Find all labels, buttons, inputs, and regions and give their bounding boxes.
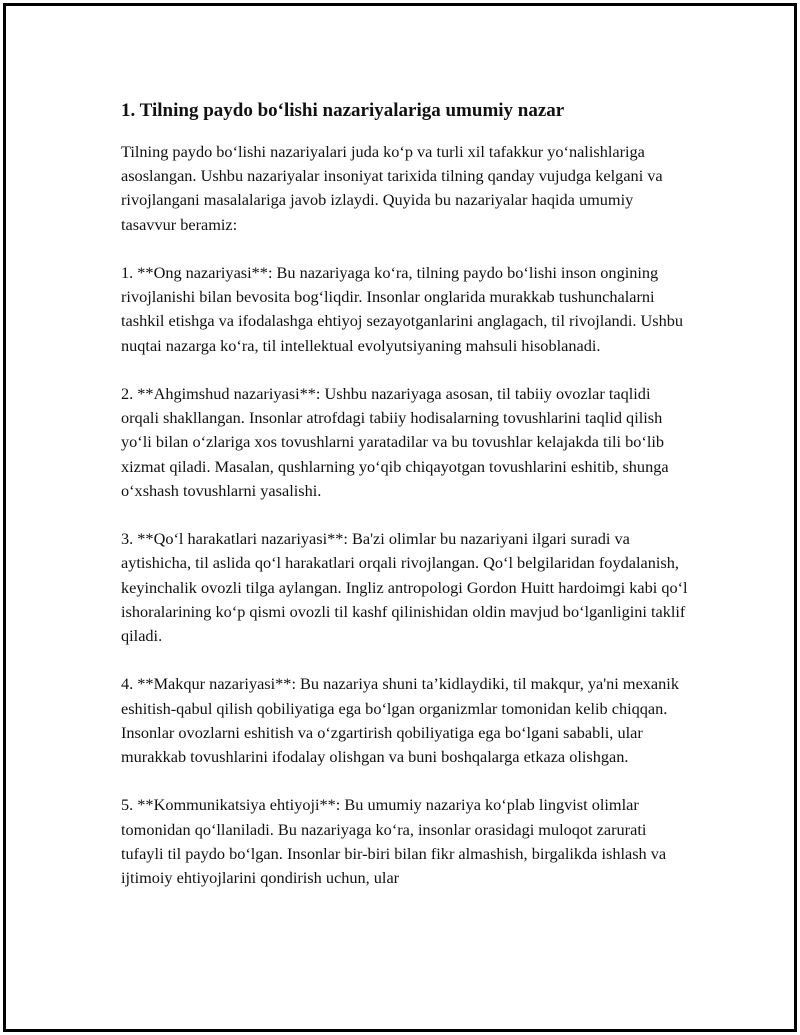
document-body — [121, 98, 691, 914]
theory-paragraph-3: 3. **Qo‘l harakatlari nazariyasi**: Ba'zi olimlar bu nazariyani ilgari suradi va aytishicha, til aslida qo‘l harakatlari orqali rivojlangan. Qo‘l belgilaridan foydalanish, keyinchalik ovozli tilga aylangan. Ingliz antropologi Gordon Huitt hardoimgi kabi qo‘l ishoralarining ko‘p qismi ovozli til kashf qilinishidan oldin mavjud bo‘lganligini taklif qiladi. — [121, 529, 688, 646]
theory-paragraph-1: 1. **Ong nazariyasi**: Bu nazariyaga ko‘ra, tilning paydo bo‘lishi inson ongining rivojlanishi bilan bevosita bog‘liqdir. Insonlar onglarida murakkab tushunchalarni tashkil etishga va ifodalashga ehtiyoj sezayotganlarini anglagach, til rivojlandi. Ushbu nuqtai nazarga ko‘ra, til intellektual evolyutsiyaning mahsuli hisoblanadi. — [121, 263, 684, 355]
theory-paragraph-5: 5. **Kommunikatsiya ehtiyoji**: Bu umumiy nazariya ko‘plab lingvist olimlar tomonidan qo‘llaniladi. Bu nazariyaga ko‘ra, insonlar orasidagi muloqot zarurati tufayli til paydo bo‘lgan. Insonlar bir-biri bilan fikr almashish, birgalikda ishlash va ijtimoiy ehtiyojlarini qondirish uchun, ular — [121, 795, 667, 888]
section-heading: 1. Tilning paydo bo‘lishi nazariyalariga umumiy nazar — [121, 100, 565, 121]
theory-paragraph-4: 4. **Makqur nazariyasi**: Bu nazariya shuni ta’kidlaydiki, til makqur, ya'ni mexanik eshitish-qabul qilish qobiliyatiga ega bo‘lgan organizmlar tomonidan kelib chiqqan. Insonlar ovozlarni eshitish va o‘zgartirish qobiliyatiga ega bo‘lgani sababli, ular murakkab tovushlarini ifodalay olishgan va buni boshqalarga etkaza olishgan. — [121, 674, 679, 767]
theory-paragraph-2: 2. **Ahgimshud nazariyasi**: Ushbu nazariyaga asosan, til tabiiy ovozlar taqlidi orqali shakllangan. Insonlar atrofdagi tabiiy hodisalarning tovushlarini taqlid qilish yo‘li bilan o‘zlariga xos tovushlarni yaratadilar va bu tovushlar kelajakda tili bo‘lib xizmat qiladi. Masalan, qushlarning yo‘qib chiqayotgan tovushlarini eshitib, shunga o‘xshash tovushlarni yasalishi. — [121, 384, 669, 500]
intro-paragraph: Tilning paydo bo‘lishi nazariyalari juda ko‘p va turli xil tafakkur yo‘nalishlariga asoslangan. Ushbu nazariyalar insoniyat tarixida tilning qanday vujudga kelgani va rivojlangani masalalariga javob izlaydi. Quyida bu nazariyalar haqida umumiy tasavvur beramiz: — [121, 142, 663, 234]
page-frame — [3, 3, 797, 1032]
